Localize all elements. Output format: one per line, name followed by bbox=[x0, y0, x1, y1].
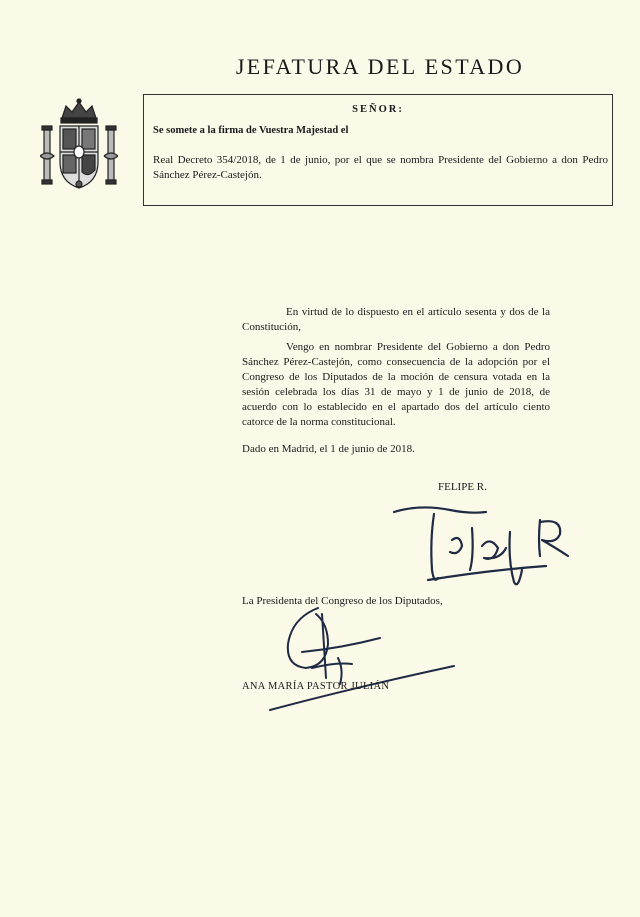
legal-basis-paragraph: En virtud de lo dispuesto en el artículo sesenta y dos de la Constitución, bbox=[242, 306, 550, 333]
submission-intro: Se somete a la firma de Vuestra Majestad el bbox=[153, 125, 349, 136]
decree-title: Real Decreto 354/2018, de 1 de junio, por el que se nombra Presidente del Gobierno a don Pedro Sánchez Pérez-Castejón. bbox=[153, 154, 608, 181]
president-name: ANA MARÍA PASTOR JULIÁN bbox=[242, 681, 390, 692]
president-signatory-label: La Presidenta del Congreso de los Diputados, bbox=[242, 595, 443, 607]
salutation: SEÑOR: bbox=[352, 104, 404, 115]
coat-of-arms-icon bbox=[40, 98, 118, 194]
king-signature-icon bbox=[390, 500, 590, 596]
page-title: JEFATURA DEL ESTADO bbox=[235, 54, 525, 79]
date-line: Dado en Madrid, el 1 de junio de 2018. bbox=[242, 443, 415, 455]
royal-submission-box bbox=[143, 94, 613, 206]
appointment-paragraph: Vengo en nombrar Presidente del Gobierno a don Pedro Sánchez Pérez-Castejón, como consecuencia de la adopción por el Congreso de los Diputados de la moción de censura votada en la sesión celebrada los días 31 de mayo y 1 de junio de 2018, de acuerdo con lo establecido en el apartado dos del artículo ciento catorce de la norma constitucional. bbox=[242, 341, 550, 428]
king-signatory-label: FELIPE R. bbox=[438, 481, 487, 493]
president-signature-icon bbox=[262, 604, 462, 716]
